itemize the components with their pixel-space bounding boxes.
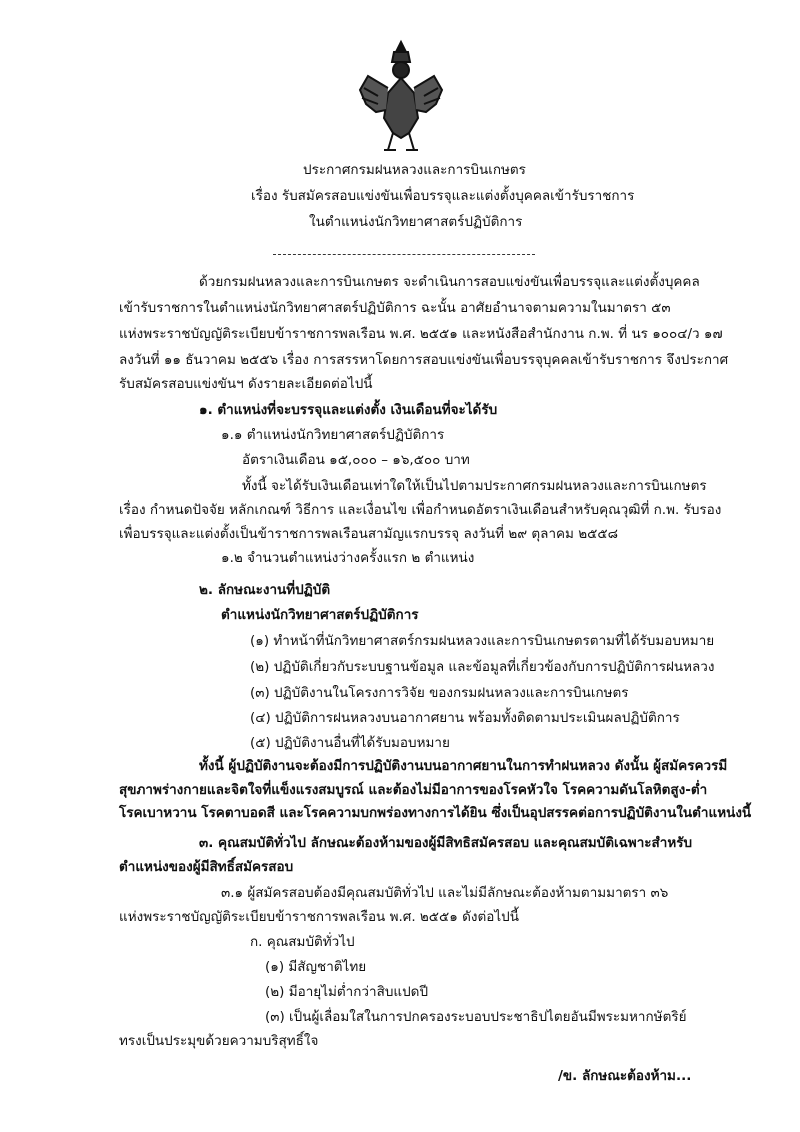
continuation-note: /ข. ลักษณะต้องห้าม... [558, 1068, 692, 1084]
salary-note-line: เรื่อง กำหนดปัจจัย หลักเกณฑ์ วิธีการ และเงื่อนไข เพื่อกำหนดอัตราเงินเดือนสำหรับคุณวุฒิที่ ก.พ. รับรอง [119, 502, 722, 518]
general-qualifications-heading: ก. คุณสมบัติทั่วไป [250, 934, 355, 950]
announcement-subject: เรื่อง รับสมัครสอบแข่งขันเพื่อบรรจุและแต่งตั้งบุคคลเข้ารับราชการ [251, 188, 635, 204]
duty-item: (๕) ปฏิบัติงานอื่นที่ได้รับมอบหมาย [250, 735, 450, 751]
salary-note-line: ทั้งนี้ จะได้รับเงินเดือนเท่าใดให้เป็นไปตามประกาศกรมฝนหลวงและการบินเกษตร [242, 478, 707, 494]
health-warning-line: ทั้งนี้ ผู้ปฏิบัติงานจะต้องมีการปฏิบัติงานบนอากาศยานในการทำฝนหลวง ดังนั้น ผู้สมัครควรมี [199, 758, 728, 774]
qualification-item: ทรงเป็นประมุขด้วยความบริสุทธิ์ใจ [119, 1033, 319, 1049]
item-3-1: ๓.๑ ผู้สมัครสอบต้องมีคุณสมบัติทั่วไป และไม่มีลักษณะต้องห้ามตามมาตรา ๓๖ [221, 885, 669, 901]
item-3-1: แห่งพระราชบัญญัติระเบียบข้าราชการพลเรือน พ.ศ. ๒๕๕๑ ดังต่อไปนี้ [119, 909, 519, 925]
duty-item: (๓) ปฏิบัติงานในโครงการวิจัย ของกรมฝนหลวงและการบินเกษตร [250, 685, 629, 701]
qualification-item: (๒) มีอายุไม่ต่ำกว่าสิบแปดปี [265, 984, 429, 1000]
intro-line: ด้วยกรมฝนหลวงและการบินเกษตร จะดำเนินการสอบแข่งขันเพื่อบรรจุและแต่งตั้งบุคคล [199, 274, 700, 290]
section-3-heading: ๓. คุณสมบัติทั่วไป ลักษณะต้องห้ามของผู้มีสิทธิสมัครสอบ และคุณสมบัติเฉพาะสำหรับ [199, 835, 693, 851]
section-2-subheading: ตำแหน่งนักวิทยาศาสตร์ปฏิบัติการ [221, 607, 419, 623]
intro-line: รับสมัครสอบแข่งขันฯ ดังรายละเอียดต่อไปนี้ [119, 376, 373, 392]
item-1-2: ๑.๒ จำนวนตำแหน่งว่างครั้งแรก ๒ ตำแหน่ง [221, 550, 475, 566]
section-2-heading: ๒. ลักษณะงานที่ปฏิบัติ [199, 582, 331, 598]
duty-item: (๔) ปฏิบัติการฝนหลวงบนอากาศยาน พร้อมทั้งติดตามประเมินผลปฏิบัติการ [250, 710, 680, 726]
section-3-heading: ตำแหน่งของผู้มีสิทธิ์สมัครสอบ [119, 859, 294, 875]
qualification-item: (๓) เป็นผู้เลื่อมใสในการปกครองระบอบประชาธิปไตยอันมีพระมหากษัตริย์ [265, 1009, 687, 1025]
health-warning-line: โรคเบาหวาน โรคตาบอดสี และโรคความบกพร่องทางการได้ยิน ซึ่งเป็นอุปสรรคต่อการปฏิบัติงานในตำแหน่งนี้ [119, 805, 752, 821]
announcement-title: ประกาศกรมฝนหลวงและการบินเกษตร [303, 162, 526, 178]
section-1-heading: ๑. ตำแหน่งที่จะบรรจุและแต่งตั้ง เงินเดือนที่จะได้รับ [199, 402, 498, 418]
header-divider [273, 254, 535, 255]
health-warning-line: สุขภาพร่างกายและจิตใจที่แข็งแรงสมบูรณ์ และต้องไม่มีอาการของโรคหัวใจ โรคความดันโลหิตสูง-ต่ำ [119, 782, 708, 798]
salary-note-line: เพื่อบรรจุและแต่งตั้งเป็นข้าราชการพลเรือนสามัญแรกบรรจุ ลงวันที่ ๒๙ ตุลาคม ๒๕๕๘ [119, 526, 618, 542]
salary-range: อัตราเงินเดือน ๑๕,๐๐๐ – ๑๖,๕๐๐ บาท [242, 452, 470, 468]
duty-item: (๑) ทำหน้าที่นักวิทยาศาสตร์กรมฝนหลวงและการบินเกษตรตามที่ได้รับมอบหมาย [250, 633, 715, 649]
announcement-position: ในตำแหน่งนักวิทยาศาสตร์ปฏิบัติการ [309, 214, 523, 230]
qualification-item: (๑) มีสัญชาติไทย [265, 959, 367, 975]
garuda-emblem-icon [358, 38, 444, 156]
intro-line: ลงวันที่ ๑๑ ธันวาคม ๒๕๕๖ เรื่อง การสรรหาโดยการสอบแข่งขันเพื่อบรรจุบุคคลเข้ารับราชการ จึงประกาศ [119, 352, 729, 368]
intro-line: เข้ารับราชการในตำแหน่งนักวิทยาศาสตร์ปฏิบัติการ ฉะนั้น อาศัยอำนาจตามความในมาตรา ๕๓ [119, 300, 671, 316]
intro-line: แห่งพระราชบัญญัติระเบียบข้าราชการพลเรือน พ.ศ. ๒๕๕๑ และหนังสือสำนักงาน ก.พ. ที่ นร ๑๐๐๔/ว ๑๗ [119, 326, 723, 342]
duty-item: (๒) ปฏิบัติเกี่ยวกับระบบฐานข้อมูล และข้อมูลที่เกี่ยวข้องกับการปฏิบัติการฝนหลวง [250, 659, 715, 675]
item-1-1: ๑.๑ ตำแหน่งนักวิทยาศาสตร์ปฏิบัติการ [221, 427, 445, 443]
